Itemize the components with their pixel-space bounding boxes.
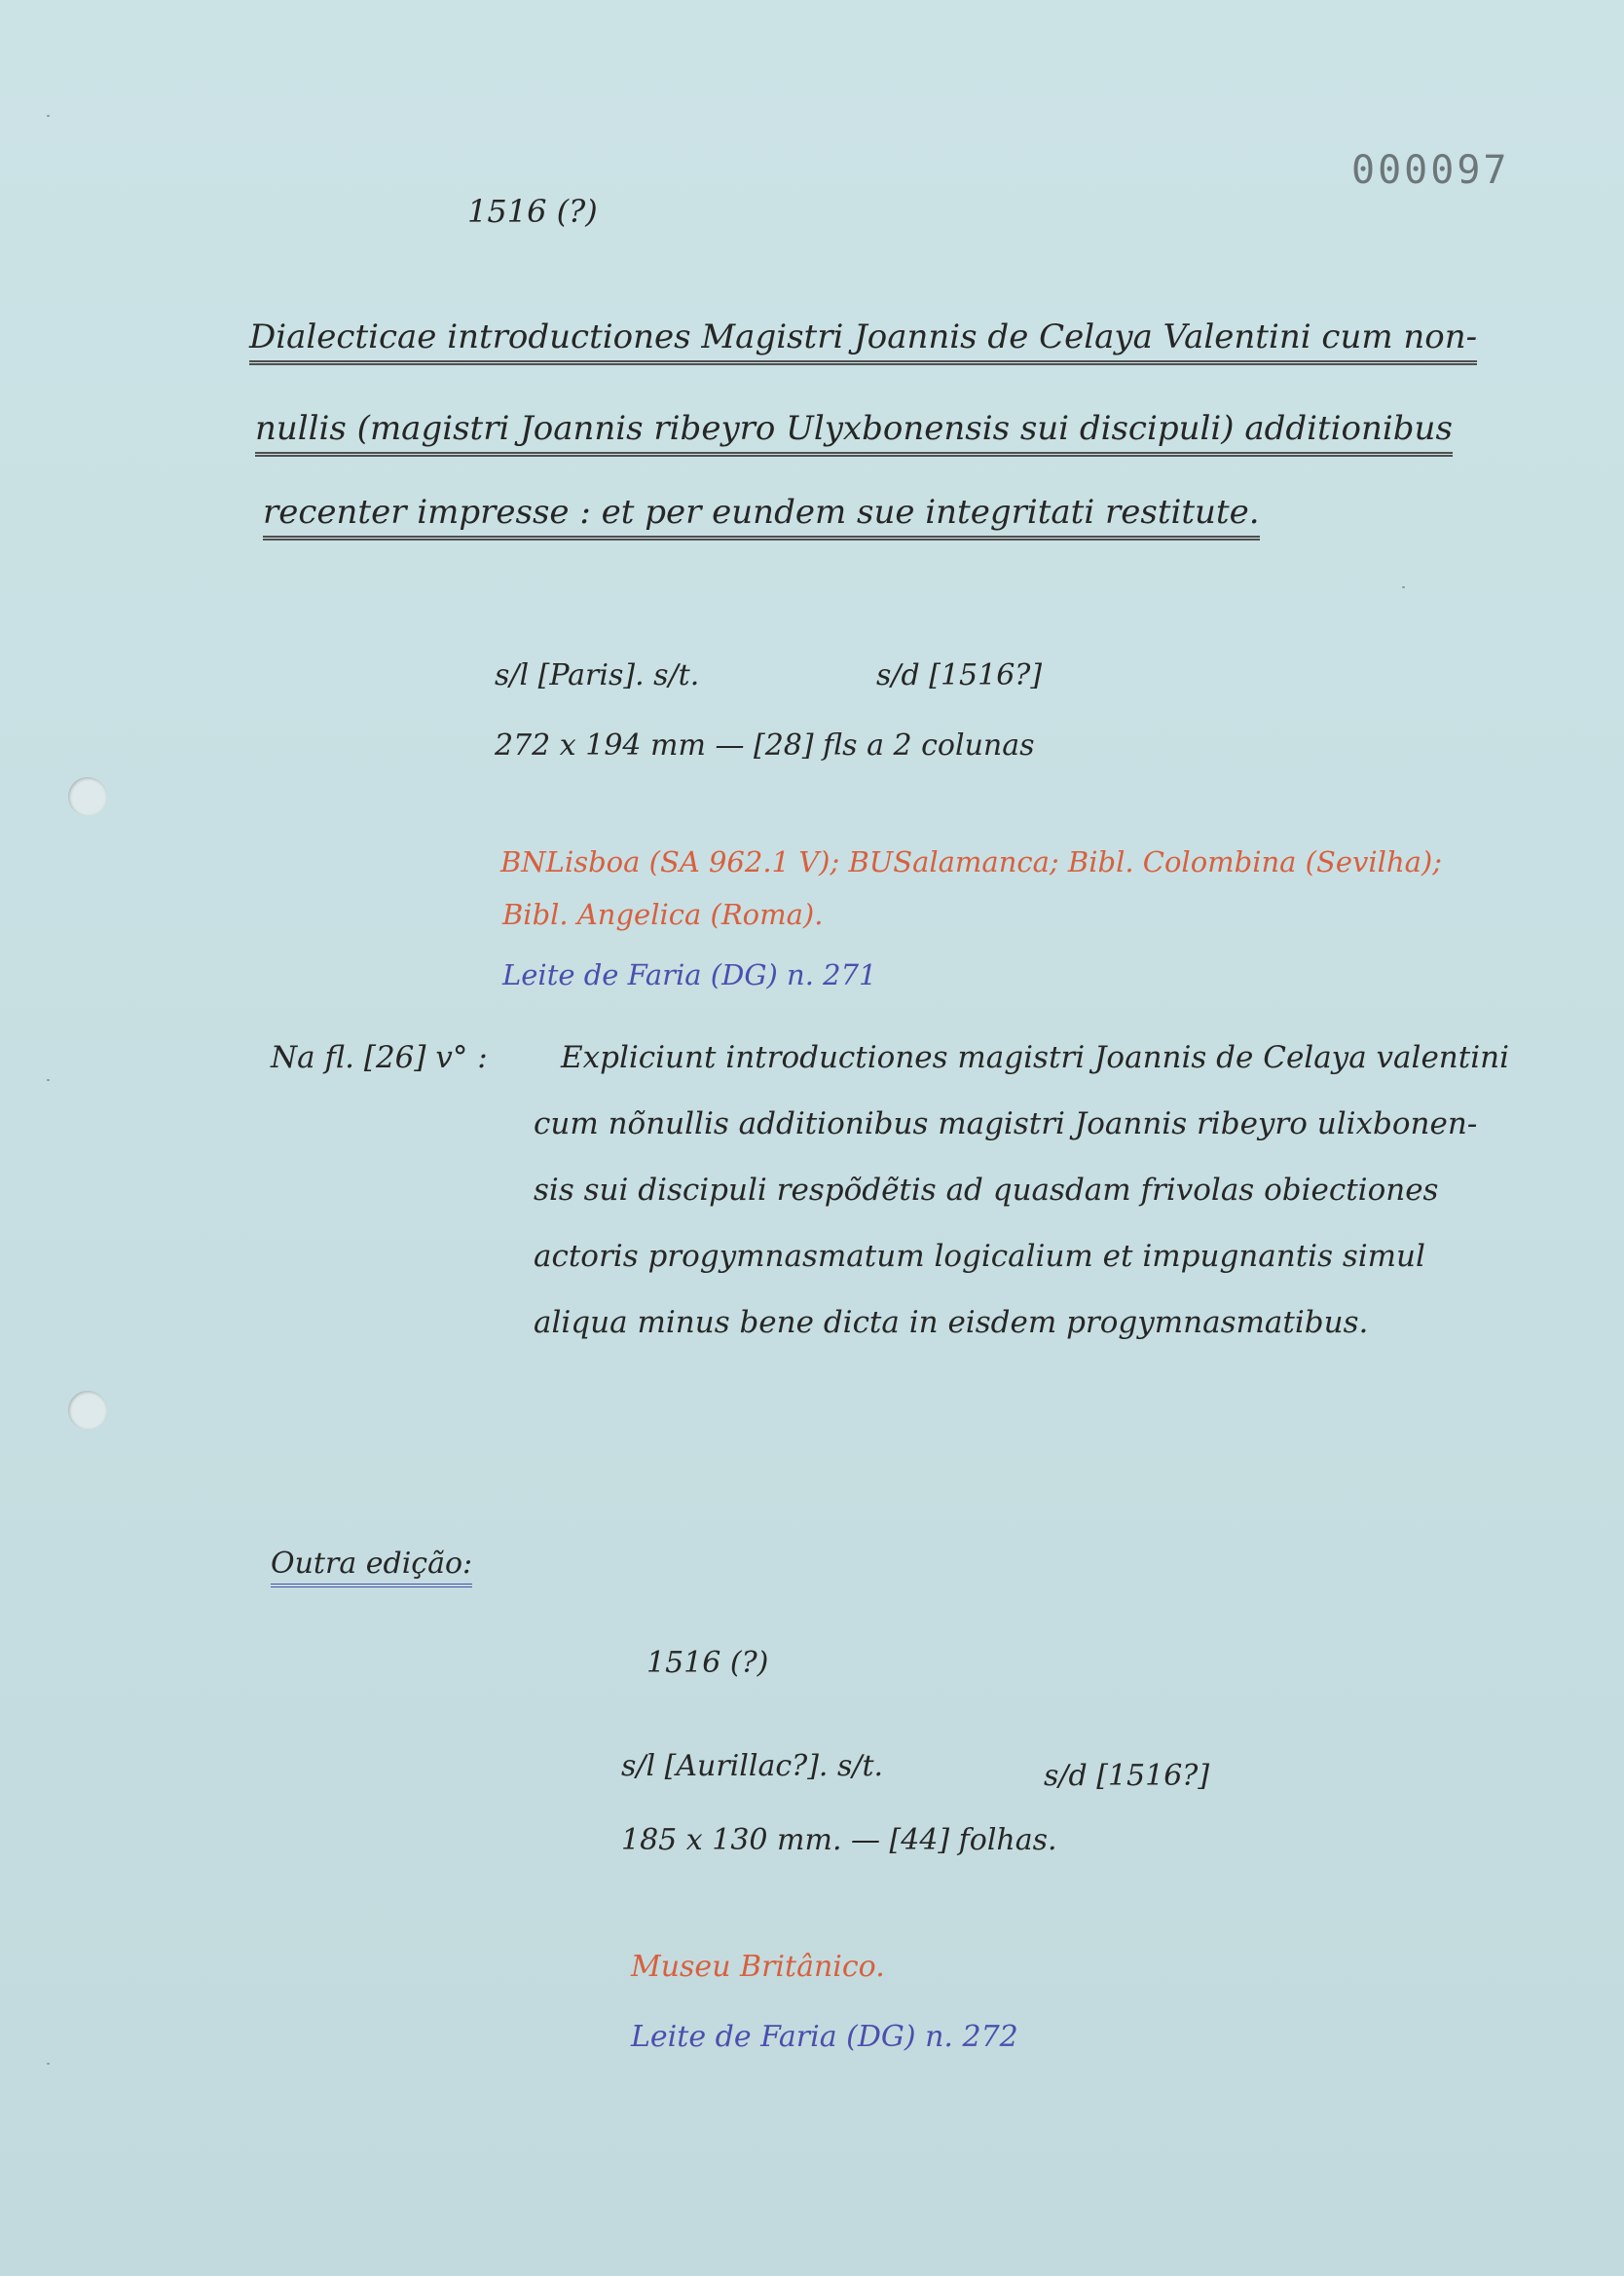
date-heading: 1516 (?) [467,193,598,230]
other-edition-reference: Leite de Faria (DG) n. 272 [631,2020,1018,2054]
paper-speck [47,115,50,117]
colophon-line-3: sis sui discipuli respõdẽtis ad quasdam frivolas obiectiones [534,1173,1439,1208]
imprint-date: s/d [1516?] [876,658,1043,692]
colophon-line-1: Expliciunt introductiones magistri Joannis de Celaya valentini [561,1040,1510,1075]
holdings-line-2: Bibl. Angelica (Roma). [502,898,824,931]
paper-speck [1402,586,1405,588]
other-edition-date: 1516 (?) [646,1646,769,1680]
document-number-stamp: 000097 [1351,148,1510,193]
other-edition-date-line: s/d [1516?] [1044,1759,1210,1793]
imprint-format: 272 x 194 mm — [28] fls a 2 colunas [495,728,1035,763]
title-line-3: recenter impresse : et per eundem sue integritati restitute. [263,493,1260,541]
paper-speck [47,2063,50,2065]
colophon-line-2: cum nõnullis additionibus magistri Joannis ribeyro ulixbonen- [534,1106,1478,1141]
colophon-line-4: actoris progymnasmatum logicalium et impugnantis simul [534,1239,1425,1274]
colophon-label: Na fl. [26] v° : [271,1040,488,1075]
other-edition-heading-wrap [271,1547,472,1581]
punch-hole [68,1391,107,1430]
other-edition-holding: Museu Britânico. [631,1950,885,1984]
holdings-reference: Leite de Faria (DG) n. 271 [502,958,877,991]
other-edition-format: 185 x 130 mm. — [44] folhas. [621,1823,1057,1857]
title-line-2: nullis (magistri Joannis ribeyro Ulyxbonensis sui discipuli) additionibus [255,409,1453,457]
punch-hole [68,777,107,816]
paper-speck [47,1079,50,1081]
title-line-1: Dialecticae introductiones Magistri Joannis de Celaya Valentini cum non- [249,317,1477,365]
other-edition-place: s/l [Aurillac?]. s/t. [621,1749,884,1783]
other-edition-heading: Outra edição: [271,1547,472,1587]
holdings-line-1: BNLisboa (SA 962.1 V); BUSalamanca; Bibl. Colombina (Sevilha); [500,845,1443,878]
imprint-place: s/l [Paris]. s/t. [495,658,700,692]
colophon-line-5: aliqua minus bene dicta in eisdem progymnasmatibus. [534,1305,1369,1340]
